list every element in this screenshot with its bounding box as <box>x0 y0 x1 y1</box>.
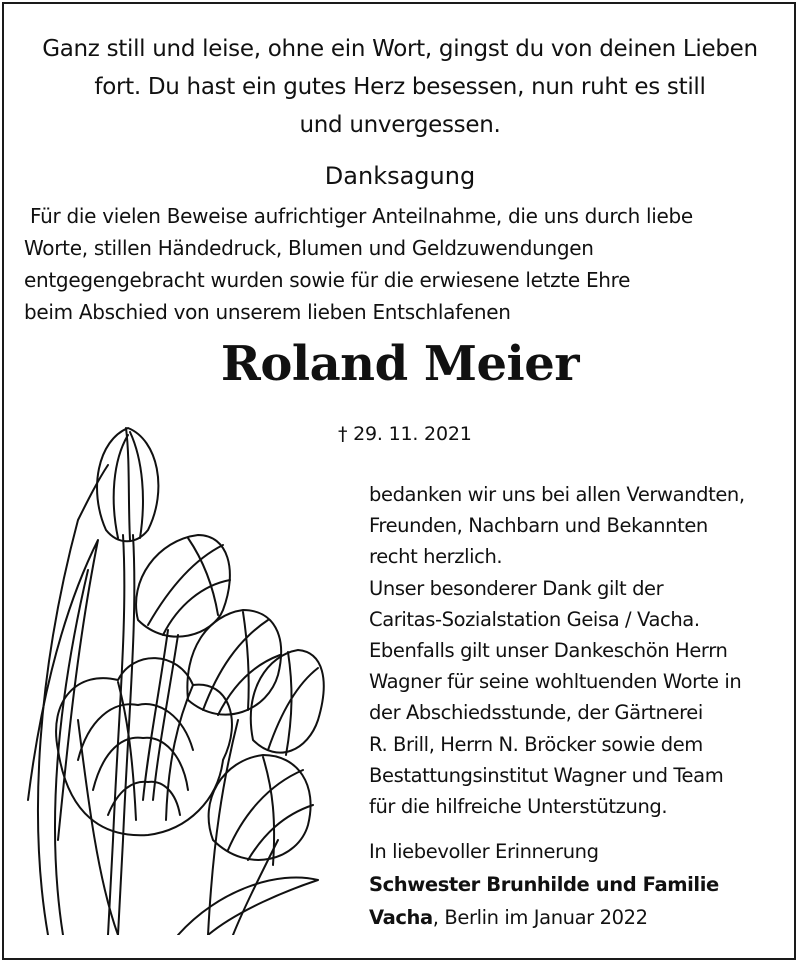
thanks-body <box>369 479 789 822</box>
body-line: Unser besonderer Dank gilt der <box>369 576 664 600</box>
poem <box>0 30 800 144</box>
poem-line: und unvergessen. <box>299 112 501 138</box>
place-name: Vacha <box>369 906 433 929</box>
thanks-line: Worte, stillen Händedruck, Blumen und Geldzuwendungen <box>24 236 594 260</box>
body-line: recht herzlich. <box>369 545 503 569</box>
thanks-line: beim Abschied von unserem lieben Entschlafenen <box>24 300 511 324</box>
body-line: Ebenfalls gilt unser Dankeschön Herrn <box>369 639 728 663</box>
closing <box>369 835 789 934</box>
thanks-line: entgegengebracht wurden sowie für die erwiesene letzte Ehre <box>24 268 631 292</box>
poem-line: Ganz still und leise, ohne ein Wort, gingst du von deinen Lieben <box>42 36 758 62</box>
body-line: R. Brill, Herrn N. Bröcker sowie dem <box>369 732 703 756</box>
death-date: † 29. 11. 2021 <box>338 423 472 445</box>
place-date-line <box>369 901 789 934</box>
body-line: Freunden, Nachbarn und Bekannten <box>369 514 708 538</box>
body-line: der Abschiedsstunde, der Gärtnerei <box>369 701 703 725</box>
thanks-paragraph <box>24 200 784 328</box>
body-line: für die hilfreiche Unterstützung. <box>369 795 668 819</box>
signature-line: Schwester Brunhilde und Familie <box>369 873 719 896</box>
deceased-name: Roland Meier <box>220 336 580 392</box>
tulip-bouquet-illustration <box>18 420 338 935</box>
thanks-line: Für die vielen Beweise aufrichtiger Anteilnahme, die uns durch liebe <box>24 204 693 228</box>
body-line: bedanken wir uns bei allen Verwandten, <box>369 483 745 506</box>
poem-line: fort. Du hast ein gutes Herz besessen, nun ruht es still <box>94 74 706 100</box>
body-line: Caritas-Sozialstation Geisa / Vacha. <box>369 607 700 631</box>
remembrance-line: In liebevoller Erinnerung <box>369 840 599 863</box>
body-line: Bestattungsinstitut Wagner und Team <box>369 763 724 787</box>
place-date: , Berlin im Januar 2022 <box>432 906 648 929</box>
heading-danksagung: Danksagung <box>324 162 476 190</box>
body-line: Wagner für seine wohltuenden Worte in <box>369 670 742 694</box>
